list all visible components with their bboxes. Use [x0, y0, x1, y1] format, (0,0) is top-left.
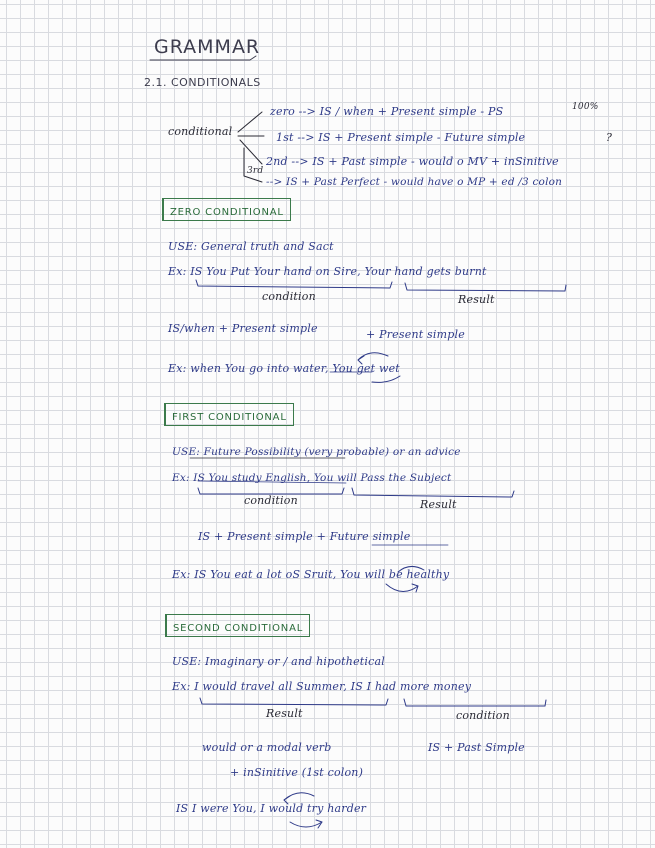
- second-result-label: Result: [266, 707, 303, 720]
- summary-second: 2nd --> IS + Past simple - would o MV + inSinitive: [266, 155, 559, 168]
- summary-zero-note: 100%: [572, 102, 599, 112]
- zero-condition-label: condition: [262, 290, 316, 303]
- second-condition-label: condition: [456, 709, 510, 722]
- second-formula-right: IS + Past Simple: [428, 741, 525, 754]
- first-formula: IS + Present simple + Future simple: [198, 530, 411, 543]
- summary-first-note: ?: [606, 131, 613, 144]
- first-result-label: Result: [420, 498, 457, 511]
- second-heading-box: [165, 614, 310, 637]
- zero-heading-box: [162, 198, 291, 221]
- zero-heading: ZERO CONDITIONAL: [170, 207, 284, 218]
- summary-first: 1st --> IS + Present simple - Future simple: [276, 131, 526, 144]
- first-use: USE: Future Possibility (very probable) or an advice: [172, 446, 461, 458]
- zero-formula-right: + Present simple: [366, 328, 465, 341]
- first-heading-box: [164, 403, 294, 426]
- summary-third-marker: 3rd: [247, 166, 264, 176]
- second-use: USE: Imaginary or / and hipothetical: [172, 655, 385, 668]
- first-example2: Ex: IS You eat a lot oS Sruit, You will be healthy: [172, 568, 450, 581]
- second-formula-left: would or a modal verb: [202, 741, 332, 754]
- second-example2: IS I were You, I would try harder: [176, 802, 367, 815]
- zero-example: Ex: IS You Put Your hand on Sire, Your hand gets burnt: [168, 265, 487, 278]
- zero-result-label: Result: [458, 293, 495, 306]
- zero-example2: Ex: when You go into water, You get wet: [168, 362, 400, 375]
- summary-label: conditional: [168, 125, 233, 138]
- summary-third: --> IS + Past Perfect - would have o MP + ed /3 colon: [266, 176, 563, 188]
- section-subtitle: 2.1. CONDITIONALS: [144, 76, 261, 89]
- first-example: Ex: IS You study English, You will Pass the Subject: [172, 472, 452, 484]
- second-formula-left2: + inSinitive (1st colon): [230, 766, 364, 779]
- summary-zero: zero --> IS / when + Present simple - PS: [270, 105, 504, 118]
- first-condition-label: condition: [244, 494, 298, 507]
- second-heading: SECOND CONDITIONAL: [173, 623, 304, 634]
- first-heading: FIRST CONDITIONAL: [172, 412, 287, 423]
- zero-formula-left: IS/when + Present simple: [168, 322, 318, 335]
- zero-use: USE: General truth and Sact: [168, 240, 334, 253]
- page-title: GRAMMAR: [154, 36, 261, 58]
- second-example: Ex: I would travel all Summer, IS I had more money: [172, 680, 472, 693]
